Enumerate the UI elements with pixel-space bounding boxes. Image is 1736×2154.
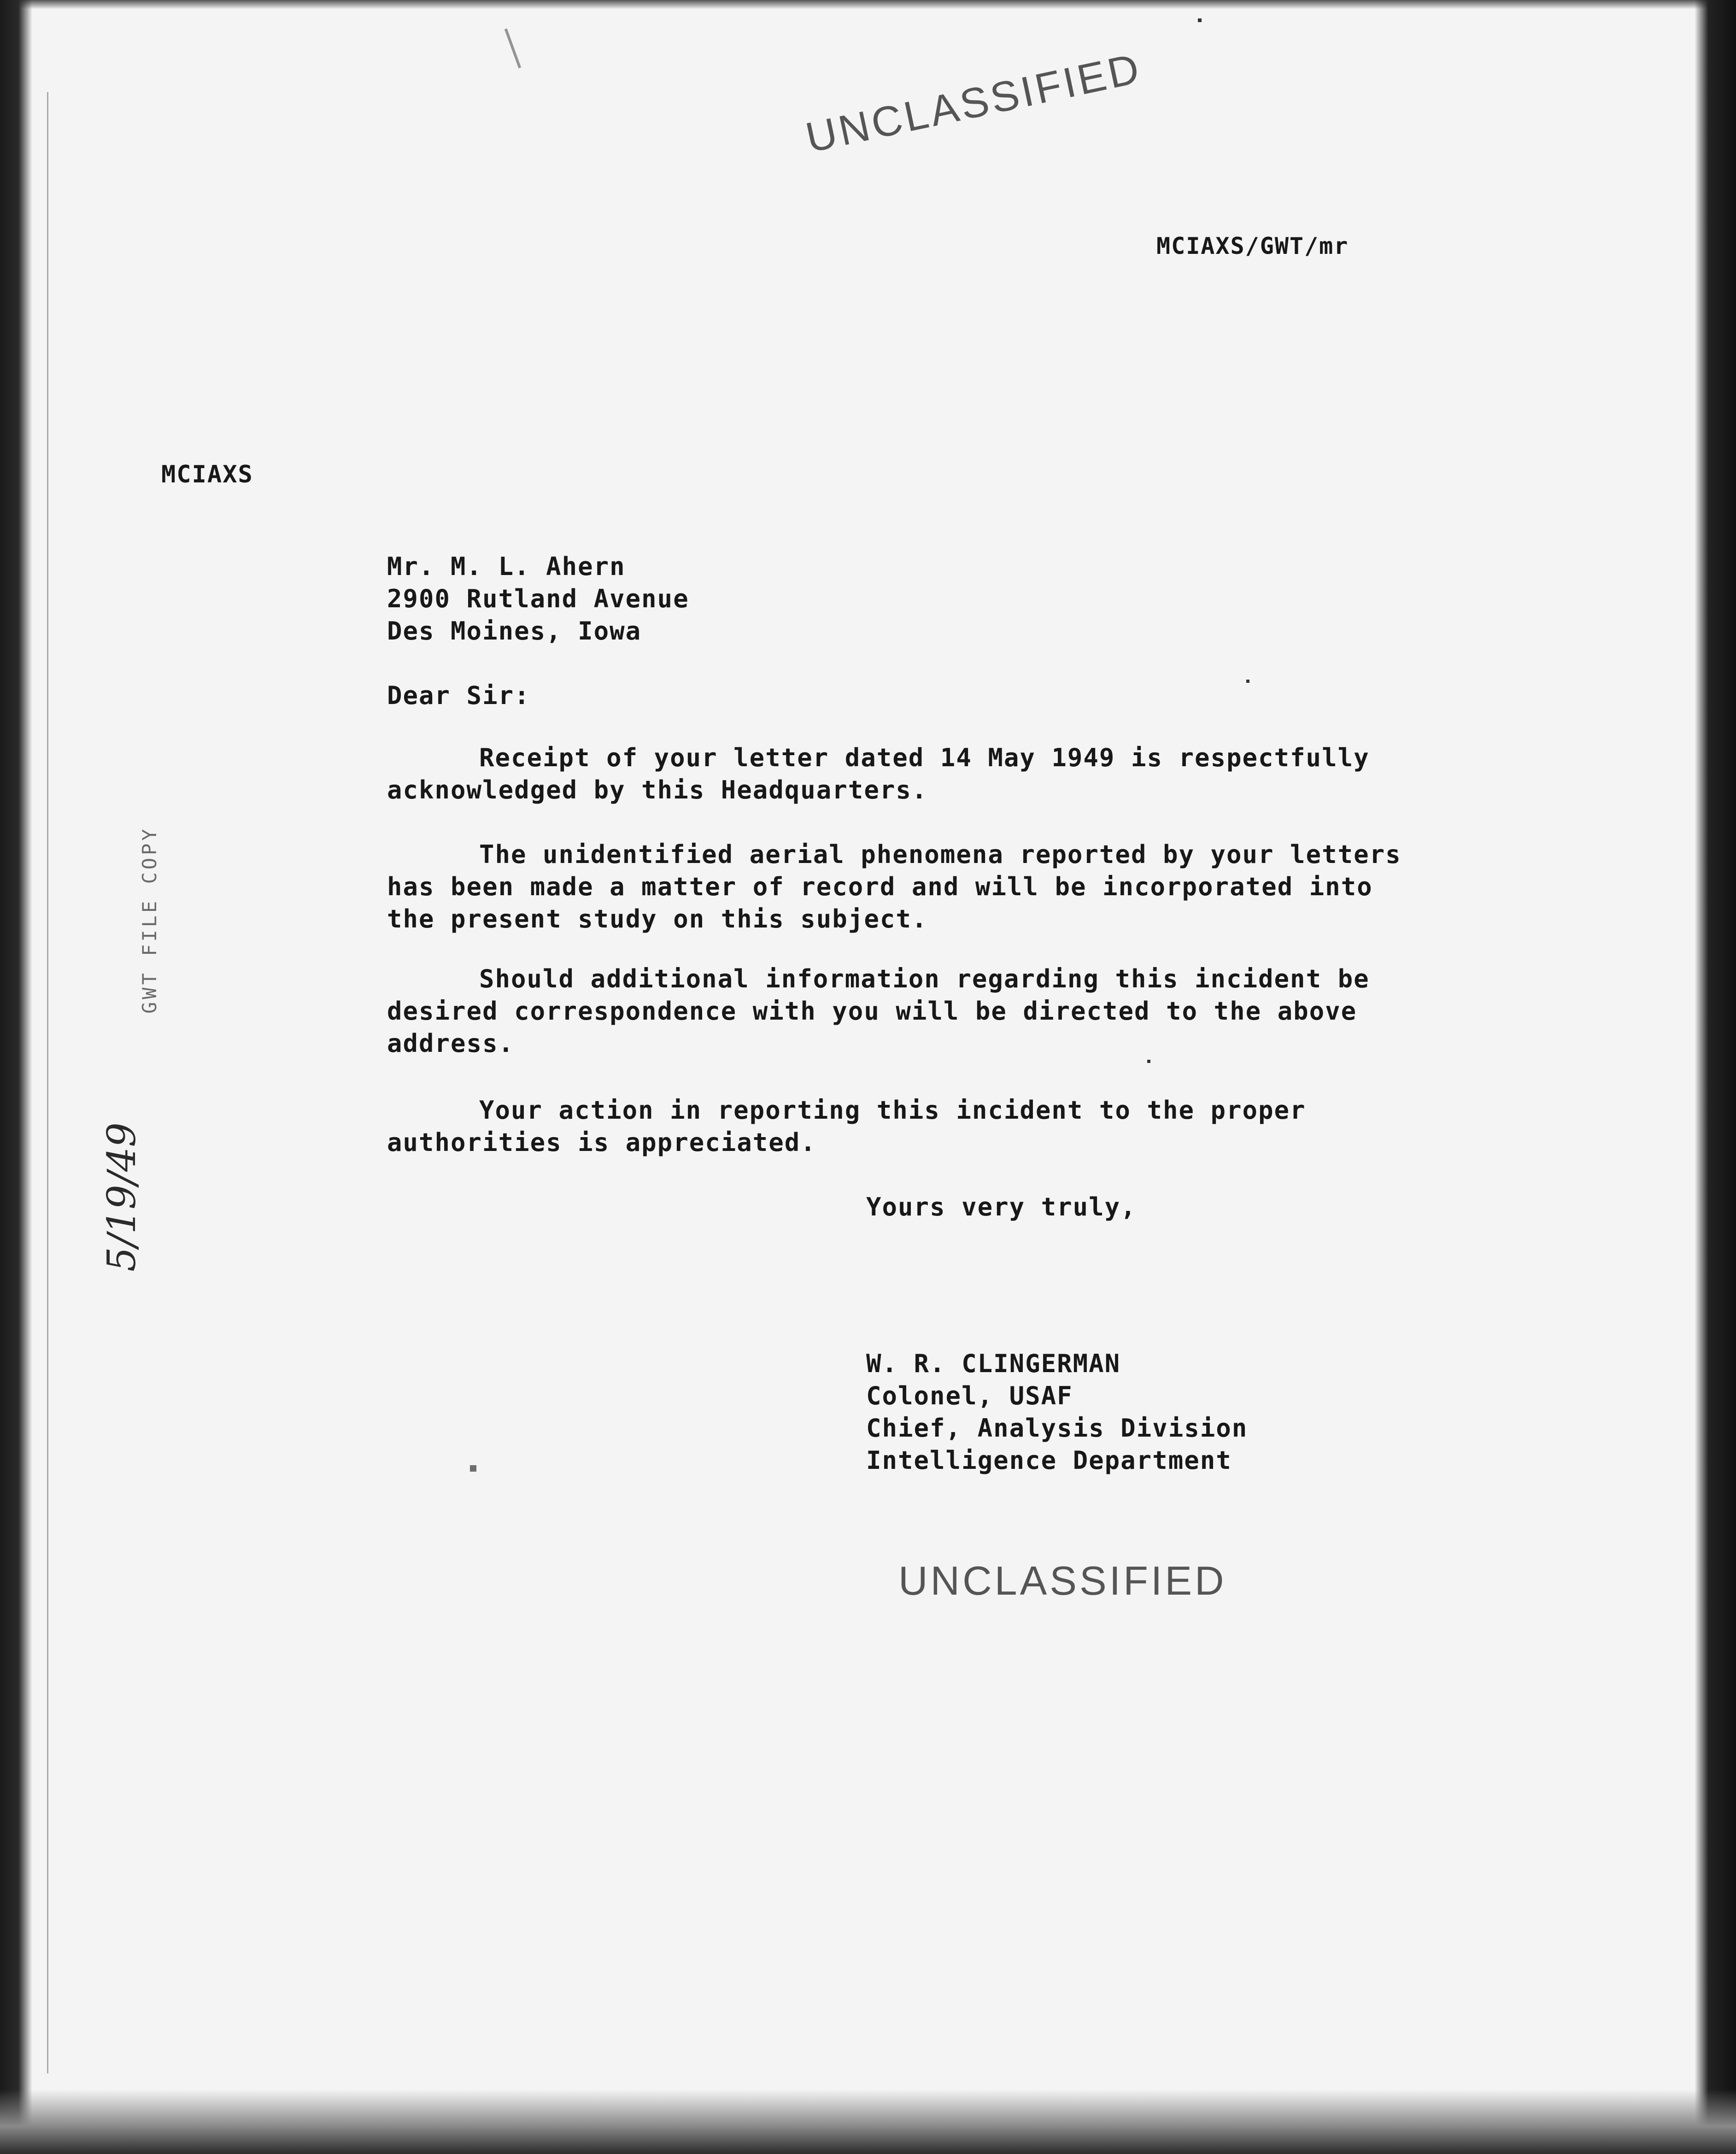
salutation: Dear Sir: <box>387 681 530 710</box>
address-line: 2900 Rutland Avenue <box>387 584 689 613</box>
paragraph-appreciation <box>387 1094 1306 1159</box>
paragraph-line: the present study on this subject. <box>387 904 928 933</box>
file-copy-label: GWT FILE COPY <box>138 826 161 1014</box>
scan-speck <box>1246 680 1249 683</box>
paragraph-line: authorities is appreciated. <box>387 1128 816 1157</box>
scan-speck <box>504 29 521 69</box>
scan-speck <box>470 1465 476 1472</box>
paragraph-line: address. <box>387 1029 515 1058</box>
scan-speck <box>1198 18 1202 22</box>
margin-line <box>47 92 48 2073</box>
scan-edge-right <box>1695 0 1736 2154</box>
scan-edge-left <box>0 0 32 2154</box>
paragraph-line: Your action in reporting this incident to the proper <box>479 1096 1306 1125</box>
paragraph-additional-info <box>387 963 1370 1060</box>
paragraph-line: has been made a matter of record and will be incorporated into <box>387 872 1373 901</box>
classification-stamp-bottom: UNCLASSIFIED <box>898 1558 1227 1603</box>
closing: Yours very truly, <box>866 1192 1137 1221</box>
scan-speck <box>1147 1060 1150 1063</box>
reference-code: MCIAXS/GWT/mr <box>1156 233 1349 259</box>
handwritten-date: 5/19/49 <box>99 1122 144 1272</box>
signature-block <box>866 1348 1248 1477</box>
paragraph-line: The unidentified aerial phenomena reported by your letters <box>479 840 1402 869</box>
paragraph-line: Receipt of your letter dated 14 May 1949 is respectfully <box>479 743 1370 772</box>
signature-name: W. R. CLINGERMAN <box>866 1349 1121 1378</box>
address-line: Mr. M. L. Ahern <box>387 552 626 581</box>
signature-title: Chief, Analysis Division <box>866 1414 1248 1443</box>
recipient-address <box>387 551 689 647</box>
scan-edge-top <box>0 0 1736 9</box>
signature-rank: Colonel, USAF <box>866 1381 1073 1410</box>
scan-edge-bottom <box>0 2089 1736 2154</box>
office-code: MCIAXS <box>161 461 253 488</box>
paragraph-phenomena <box>387 839 1402 935</box>
signature-department: Intelligence Department <box>866 1446 1232 1475</box>
classification-stamp-top: UNCLASSIFIED <box>802 44 1146 162</box>
paragraph-receipt <box>387 742 1370 806</box>
paragraph-line: acknowledged by this Headquarters. <box>387 775 928 804</box>
address-line: Des Moines, Iowa <box>387 616 642 646</box>
paragraph-line: desired correspondence with you will be directed to the above <box>387 997 1357 1026</box>
paragraph-line: Should additional information regarding this incident be <box>479 964 1370 993</box>
